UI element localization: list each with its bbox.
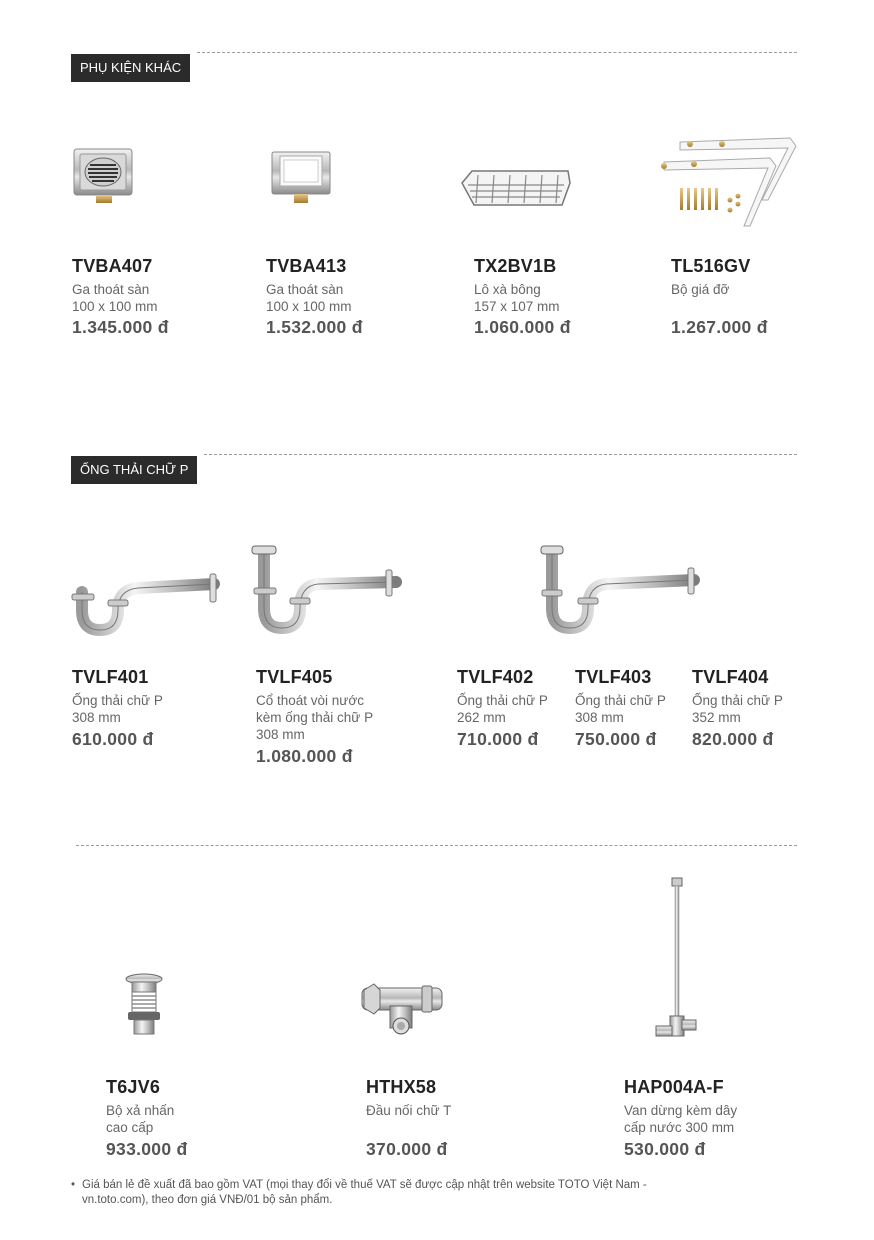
footnote-line-1: Giá bán lẻ đề xuất đã bao gồm VAT (mọi thay đổi về thuế VAT sẽ được cập nhật trên website TOTO Việt Nam - [82, 1179, 647, 1191]
floor-drain-round-icon [72, 145, 136, 205]
product-size [671, 298, 768, 315]
product-description: Van dừng kèm dây [624, 1103, 738, 1118]
product-description: Lô xà bông [474, 282, 541, 297]
bracket-set-icon [650, 130, 800, 238]
product-description-line2: cao cấp [106, 1120, 154, 1135]
product-card [692, 667, 783, 750]
product-code: T6JV6 [106, 1077, 161, 1097]
product-code: TVLF405 [256, 667, 333, 687]
product-card [256, 667, 373, 767]
divider [76, 845, 797, 846]
product-price: 1.080.000 đ [256, 746, 353, 766]
product-price: 750.000 đ [575, 729, 657, 749]
product-price: 1.267.000 đ [671, 317, 768, 337]
product-code: TVLF402 [457, 667, 534, 687]
footnote-line-2: vn.toto.com), theo đơn giá VNĐ/01 bộ sản phẩm. [82, 1194, 333, 1206]
product-description: Cổ thoát vòi nước [256, 693, 364, 708]
product-price: 1.532.000 đ [266, 317, 363, 337]
product-price: 710.000 đ [457, 729, 539, 749]
product-size: 262 mm [457, 710, 506, 725]
product-description: Ga thoát sàn [266, 282, 344, 297]
product-code: TVBA413 [266, 256, 347, 276]
product-size: 100 x 100 mm [266, 299, 352, 314]
product-description: Ống thải chữ P [575, 693, 666, 708]
product-size: 308 mm [72, 710, 121, 725]
product-description-line2: cấp nước 300 mm [624, 1120, 735, 1135]
product-price: 1.345.000 đ [72, 317, 169, 337]
product-size: 308 mm [256, 727, 305, 742]
product-size: 308 mm [575, 710, 624, 725]
product-price: 933.000 đ [106, 1139, 188, 1159]
divider [197, 52, 797, 53]
product-code: TVLF401 [72, 667, 149, 687]
p-trap-with-drain-icon [538, 544, 700, 636]
product-card [474, 256, 571, 338]
product-description: Ống thải chữ P [457, 693, 548, 708]
product-card [457, 667, 548, 750]
product-price: 610.000 đ [72, 729, 154, 749]
section-title: PHỤ KIỆN KHÁC [71, 54, 190, 82]
product-card [366, 1077, 451, 1160]
product-code: TVLF403 [575, 667, 652, 687]
product-card [72, 256, 169, 338]
product-size: 352 mm [692, 710, 741, 725]
bullet-icon: • [71, 1179, 76, 1191]
product-price: 1.060.000 đ [474, 317, 571, 337]
section-title: ỐNG THẢI CHỮ P [71, 456, 197, 484]
divider [204, 454, 797, 455]
product-code: TVBA407 [72, 256, 153, 276]
footnote [71, 1178, 791, 1208]
product-card [671, 256, 768, 338]
product-code: TVLF404 [692, 667, 769, 687]
product-description: Bộ giá đỡ [671, 282, 730, 297]
product-description: Ống thải chữ P [692, 693, 783, 708]
product-price: 370.000 đ [366, 1139, 448, 1159]
t-connector-icon [360, 980, 444, 1036]
product-size: 157 x 107 mm [474, 299, 560, 314]
product-code: HTHX58 [366, 1077, 437, 1097]
push-drain-icon [122, 972, 166, 1038]
product-card [266, 256, 363, 338]
product-description-line2: kèm ống thải chữ P [256, 710, 374, 725]
product-code: HAP004A-F [624, 1077, 724, 1097]
product-price: 820.000 đ [692, 729, 774, 749]
product-card [72, 667, 163, 750]
product-code: TL516GV [671, 256, 751, 276]
product-card [106, 1077, 188, 1160]
product-description: Đầu nối chữ T [366, 1103, 452, 1118]
p-trap-with-drain-icon [246, 544, 402, 636]
product-description: Bộ xả nhấn [106, 1103, 175, 1118]
product-description: Ống thải chữ P [72, 693, 163, 708]
product-price: 530.000 đ [624, 1139, 706, 1159]
product-card [575, 667, 666, 750]
product-description-line2 [366, 1119, 451, 1136]
soap-basket-icon [458, 165, 574, 211]
product-description: Ga thoát sàn [72, 282, 150, 297]
product-size: 100 x 100 mm [72, 299, 158, 314]
p-trap-icon [68, 570, 220, 636]
floor-drain-square-icon [270, 148, 334, 206]
product-card [624, 1077, 737, 1160]
product-code: TX2BV1B [474, 256, 557, 276]
stop-valve-icon [652, 876, 702, 1044]
